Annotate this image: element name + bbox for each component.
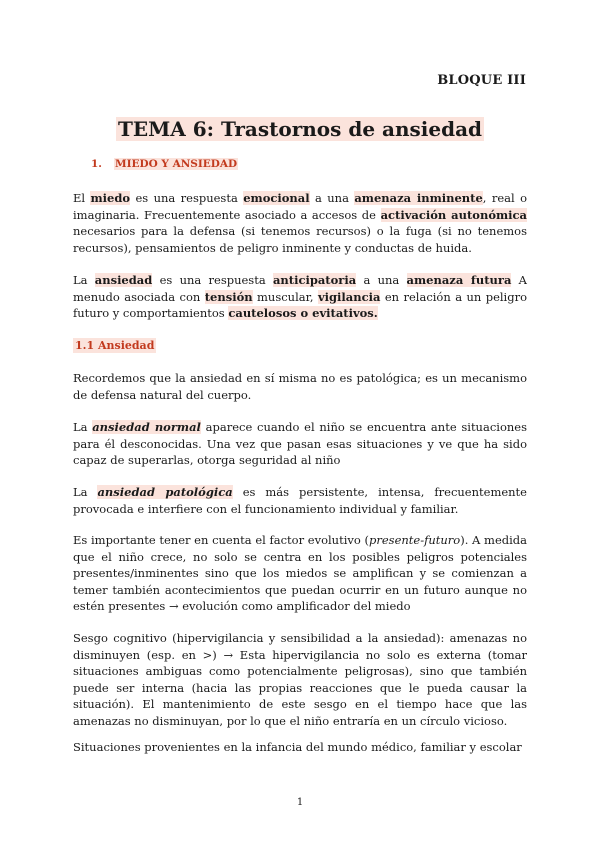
section-heading bbox=[91, 158, 238, 170]
keyword: cautelosos o evitativos. bbox=[228, 306, 378, 320]
paragraph-factor-evolutivo bbox=[73, 532, 527, 615]
keyword: emocional bbox=[243, 191, 310, 205]
paragraph-ansiedad-patologica bbox=[73, 484, 527, 517]
text: muscular, bbox=[252, 289, 318, 304]
text: La bbox=[73, 420, 93, 434]
keyword: anticipatoria bbox=[272, 273, 357, 287]
keyword: amenaza inminente bbox=[354, 191, 483, 205]
paragraph-situaciones: Situaciones provenientes en la infancia del mundo médico, familiar y escolar bbox=[73, 740, 522, 754]
section-label: MIEDO Y ANSIEDAD bbox=[114, 158, 238, 170]
text: , real o imaginaria. Frecuentemente asociado a accesos de bbox=[73, 191, 528, 222]
text: El bbox=[73, 191, 91, 205]
text: Es importante tener en cuenta el factor evolutivo ( bbox=[73, 533, 369, 547]
text: es más persistente, intensa, frecuentemente provocada e interfiere con el funcionamiento individual y familiar. bbox=[73, 485, 527, 516]
paragraph-miedo bbox=[73, 190, 527, 256]
text: necesarios para la defensa (si tenemos recursos) o la fuga (si no tenemos recursos), pensamientos de peligro inminente y conductas de huida. bbox=[73, 224, 527, 255]
text: La bbox=[73, 485, 98, 499]
text: en relación a un peligro futuro y comportamientos bbox=[73, 289, 528, 320]
text: es una respuesta bbox=[130, 191, 244, 205]
paragraph-sesgo-cognitivo: Sesgo cognitivo (hipervigilancia y sensibilidad a la ansiedad): amenazas no disminuyen (esp. en >) → Esta hipervigilancia no solo es externa (tomar situaciones ambiguas como potencialmente peligrosas), sino que también puede ser interna (hacia las propias reacciones que le pueda causar la situación). El mantenimiento de este sesgo en el tiempo hace que las amenazas no disminuyan, por lo que el niño entraría en un círculo vicioso. bbox=[73, 631, 527, 728]
keyword: ansiedad normal bbox=[92, 420, 201, 434]
title-text: TEMA 6: Trastornos de ansiedad bbox=[117, 117, 483, 141]
block-label: BLOQUE III bbox=[437, 73, 526, 88]
keyword: ansiedad patológica bbox=[97, 485, 233, 499]
text: La bbox=[73, 273, 95, 287]
keyword: presente-futuro bbox=[369, 533, 461, 547]
text: a una bbox=[356, 273, 407, 287]
paragraph-ansiedad-normal bbox=[73, 419, 527, 469]
subsection-heading: 1.1 Ansiedad bbox=[75, 339, 155, 352]
paragraph-ansiedad bbox=[73, 272, 527, 322]
text: es una respuesta bbox=[152, 273, 273, 287]
keyword: vigilancia bbox=[317, 289, 381, 304]
keyword: tensión bbox=[204, 289, 253, 304]
page-number: 1 bbox=[296, 797, 304, 808]
paragraph-recordemos: Recordemos que la ansiedad en sí misma no es patológica; es un mecanismo de defensa natural del cuerpo. bbox=[73, 371, 527, 402]
keyword: ansiedad bbox=[94, 273, 153, 287]
keyword: miedo bbox=[90, 191, 131, 205]
keyword: amenaza futura bbox=[406, 273, 512, 287]
keyword: activación autonómica bbox=[380, 207, 527, 222]
page-title bbox=[0, 117, 600, 141]
text: aparece cuando el niño se encuentra ante situaciones para él desconocidas. Una vez que pasan esas situaciones y ve que ha sido capaz de superarlas, otorga seguridad al niño bbox=[73, 420, 527, 467]
text: ). A medida que el niño crece, no solo se centra en los posibles peligros potenciales presentes/inminentes sino que los miedos se amplifican y se comienzan a temer también acontecimientos que puedan ocurrir en un futuro aunque no estén presentes → evolución como amplificador del miedo bbox=[73, 533, 528, 613]
section-number: 1. bbox=[91, 158, 102, 170]
text: a una bbox=[309, 191, 355, 205]
text: A menudo asociada con bbox=[73, 273, 527, 304]
